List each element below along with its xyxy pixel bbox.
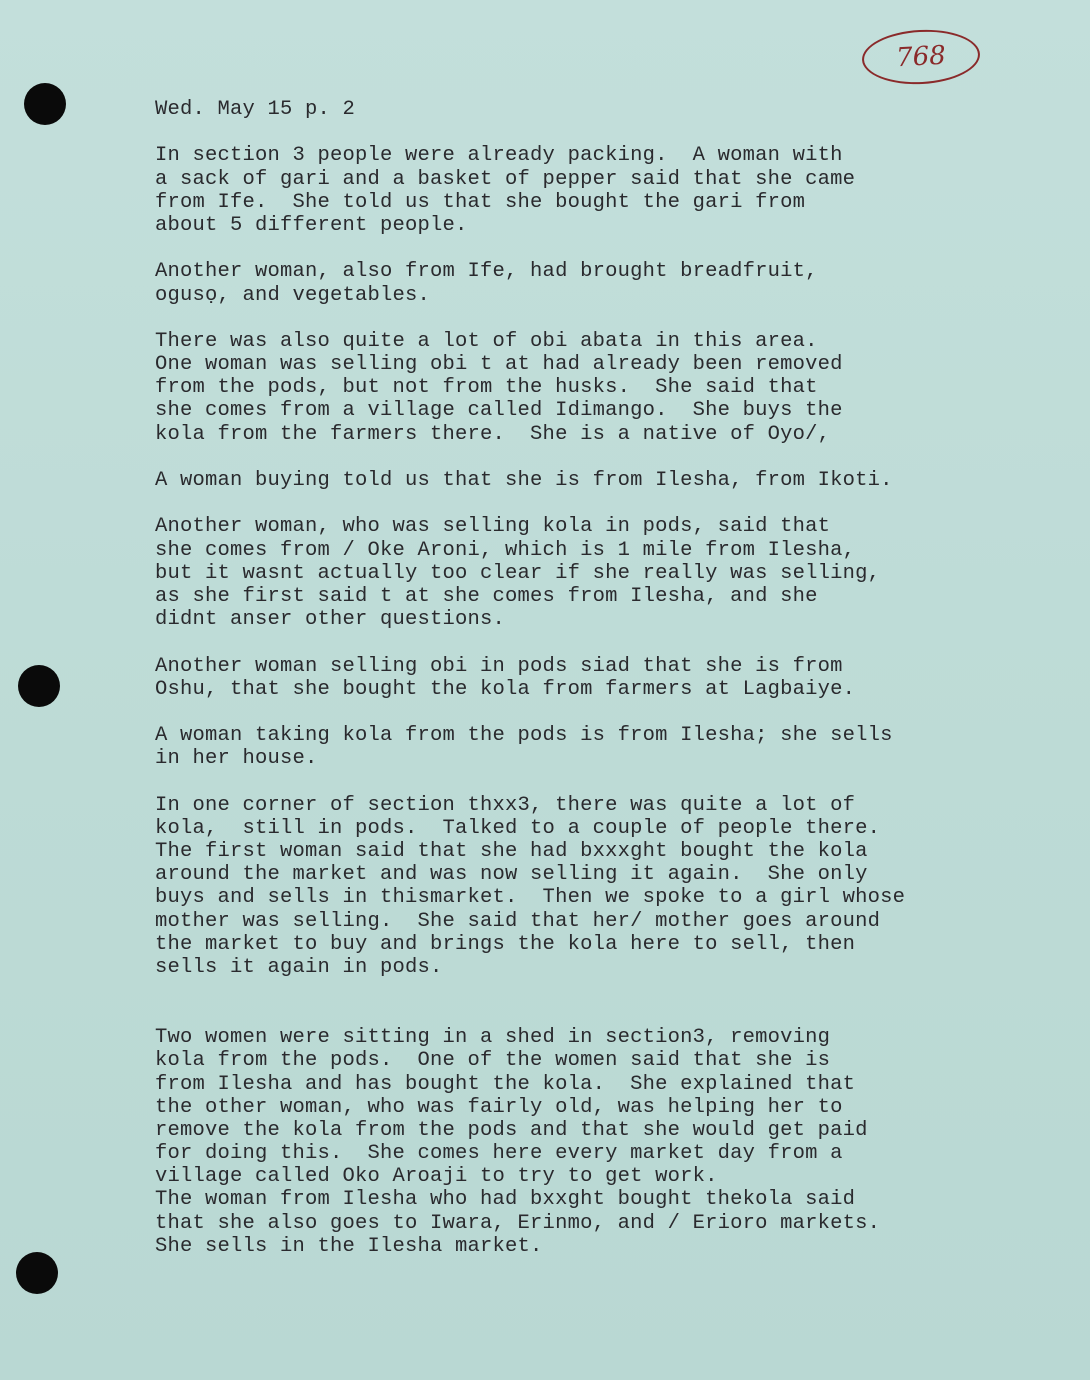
paragraph (155, 724, 995, 770)
text-line: A woman buying told us that she is from Ilesha, from Ikoti. (155, 469, 893, 492)
punch-hole (24, 83, 66, 125)
text-line: Oshu, that she bought the kola from farmers at Lagbaiye. (155, 677, 856, 701)
paragraph (155, 794, 995, 980)
paragraph (155, 655, 995, 701)
text-line: the other woman, who was fairly old, was helping her to (155, 1095, 843, 1119)
text-line: There was also quite a lot of obi abata in this area. (155, 329, 818, 353)
text-line: sells it again in pods. (155, 955, 443, 979)
text-line: that she also goes to Iwara, Erinmo, and / Erioro markets. (155, 1211, 881, 1235)
text-line: In section 3 people were already packing. A woman with (155, 144, 843, 168)
text-line: She sells in the Ilesha market. (155, 1234, 543, 1258)
text-line: Another woman, also from Ife, had brought breadfruit, (155, 260, 818, 284)
paragraphs (155, 144, 995, 1258)
text-line: Another woman selling obi in pods siad that she is from (155, 654, 843, 678)
punch-hole (18, 665, 60, 707)
text-line: from Ife. She told us that she bought the gari from (155, 190, 806, 214)
paragraph (155, 1026, 995, 1258)
paragraph (155, 515, 995, 631)
text-line: as she first said t at she comes from Ilesha, and she (155, 584, 818, 608)
text-line: didnt anser other questions. (155, 608, 506, 632)
text-line: the market to buy and brings the kola here to sell, then (155, 932, 856, 956)
text-line: kola, still in pods. Talked to a couple of people there. (155, 816, 881, 840)
text-line: The woman from Ilesha who had bxxght bought thekola said (155, 1188, 856, 1212)
paragraph (155, 469, 995, 492)
paragraph (155, 330, 995, 446)
text-line: a sack of gari and a basket of pepper said that she came (155, 167, 856, 191)
text-line: for doing this. She comes here every market day from a (155, 1142, 843, 1166)
text-line: from Ilesha and has bought the kola. She explained that (155, 1072, 856, 1096)
text-line: remove the kola from the pods and that she would get paid (155, 1118, 868, 1142)
text-line: mother was selling. She said that her/ mother goes around (155, 909, 881, 933)
text-line: A woman taking kola from the pods is from Ilesha; she sells (155, 724, 893, 748)
text-line: kola from the farmers there. She is a native of Oyo/, (155, 422, 831, 446)
text-line: Another woman, who was selling kola in pods, said that (155, 515, 831, 539)
text-line: One woman was selling obi t at had already been removed (155, 353, 843, 377)
text-line: The first woman said that she had bxxxght bought the kola (155, 840, 868, 863)
paragraph (155, 144, 995, 237)
text-line: from the pods, but not from the husks. She said that (155, 376, 818, 400)
text-line: ogusọ, and vegetables. (155, 283, 431, 307)
text-line: buys and sells in thismarket. Then we spoke to a girl whose (155, 886, 906, 910)
text-line: in her house. (155, 747, 318, 771)
text-line: Two women were sitting in a shed in section3, removing (155, 1026, 831, 1050)
text-line: kola from the pods. One of the women said that she is (155, 1049, 831, 1073)
text-line: about 5 different people. (155, 213, 468, 237)
page-header: Wed. May 15 p. 2 (155, 98, 356, 121)
text-line: In one corner of section thxx3, there was quite a lot of (155, 793, 856, 817)
text-line: she comes from / Oke Aroni, which is 1 mile from Ilesha, (155, 538, 856, 562)
folio-number: 768 (861, 27, 982, 87)
punch-hole (16, 1252, 58, 1294)
text-line: she comes from a village called Idimango. She buys the (155, 399, 843, 423)
document-body (155, 98, 995, 1281)
paragraph (155, 260, 995, 306)
text-line: but it wasnt actually too clear if she really was selling, (155, 561, 881, 585)
text-line: around the market and was now selling it again. She only (155, 863, 868, 887)
text-line: village called Oko Aroaji to try to get work. (155, 1165, 718, 1189)
